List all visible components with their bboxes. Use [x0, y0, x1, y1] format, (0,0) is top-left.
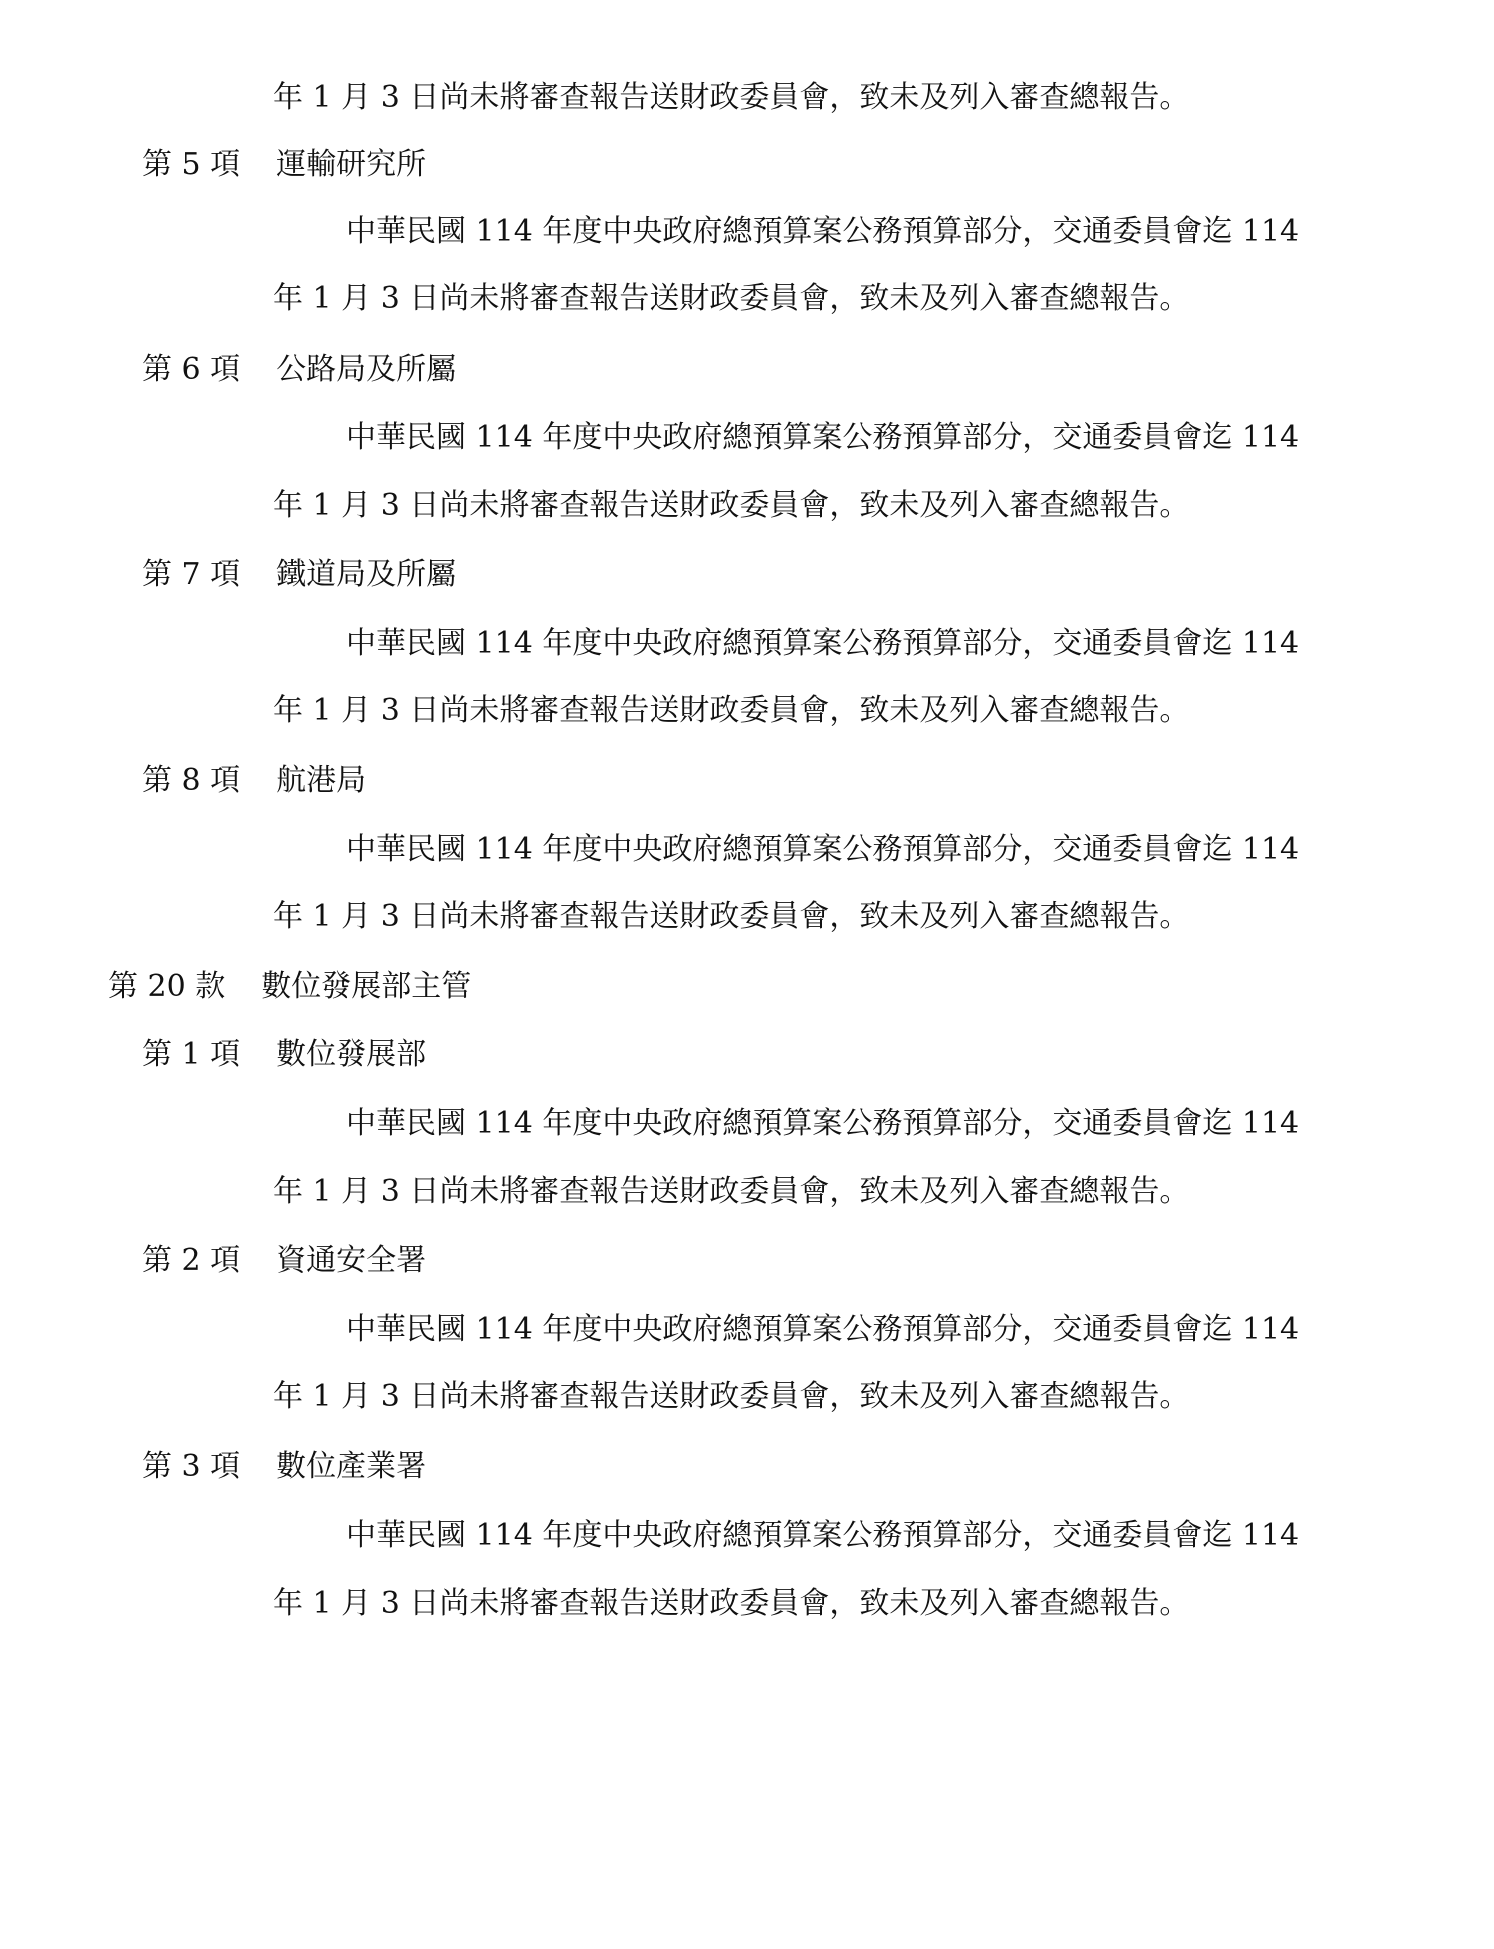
item-number: 第 2 項	[142, 1243, 241, 1278]
item-title: 鐵道局及所屬	[276, 557, 457, 592]
item-heading	[142, 1447, 426, 1487]
section-title: 數位發展部主管	[261, 969, 472, 1004]
paragraph-continuation: 年 1 月 3 日尚未將審查報告送財政委員會，致未及列入審查總報告。	[273, 1379, 1190, 1414]
item-heading	[142, 145, 426, 185]
item-number: 第 7 項	[142, 557, 241, 592]
paragraph-first-line: 中華民國 114 年度中央政府總預算案公務預算部分，交通委員會迄 114	[346, 1106, 1300, 1141]
section-heading	[108, 967, 471, 1007]
item-heading	[142, 1241, 426, 1281]
paragraph-first-line: 中華民國 114 年度中央政府總預算案公務預算部分，交通委員會迄 114	[346, 1518, 1300, 1553]
paragraph-continuation: 年 1 月 3 日尚未將審查報告送財政委員會，致未及列入審查總報告。	[273, 488, 1190, 523]
paragraph-continuation: 年 1 月 3 日尚未將審查報告送財政委員會，致未及列入審查總報告。	[273, 899, 1190, 934]
item-heading	[142, 1035, 426, 1075]
item-title: 航港局	[276, 763, 367, 798]
paragraph-first-line: 中華民國 114 年度中央政府總預算案公務預算部分，交通委員會迄 114	[346, 626, 1300, 661]
item-number: 第 6 項	[142, 352, 241, 387]
paragraph-first-line: 中華民國 114 年度中央政府總預算案公務預算部分，交通委員會迄 114	[346, 420, 1300, 455]
item-title: 資通安全署	[276, 1243, 427, 1278]
item-number: 第 3 項	[142, 1449, 241, 1484]
item-title: 數位產業署	[276, 1449, 427, 1484]
paragraph-continuation: 年 1 月 3 日尚未將審查報告送財政委員會，致未及列入審查總報告。	[273, 693, 1190, 728]
item-title: 數位發展部	[276, 1037, 427, 1072]
paragraph-first-line: 中華民國 114 年度中央政府總預算案公務預算部分，交通委員會迄 114	[346, 832, 1300, 867]
paragraph-continuation: 年 1 月 3 日尚未將審查報告送財政委員會，致未及列入審查總報告。	[273, 1586, 1190, 1621]
item-heading	[142, 761, 366, 801]
paragraph-continuation: 年 1 月 3 日尚未將審查報告送財政委員會，致未及列入審查總報告。	[273, 281, 1190, 316]
item-title: 運輸研究所	[276, 147, 427, 182]
item-number: 第 1 項	[142, 1037, 241, 1072]
item-number: 第 8 項	[142, 763, 241, 798]
paragraph-first-line: 中華民國 114 年度中央政府總預算案公務預算部分，交通委員會迄 114	[346, 214, 1300, 249]
item-number: 第 5 項	[142, 147, 241, 182]
section-number: 第 20 款	[108, 969, 226, 1004]
paragraph-first-line: 中華民國 114 年度中央政府總預算案公務預算部分，交通委員會迄 114	[346, 1312, 1300, 1347]
paragraph-continuation: 年 1 月 3 日尚未將審查報告送財政委員會，致未及列入審查總報告。	[273, 80, 1190, 115]
item-heading	[142, 350, 456, 390]
paragraph-continuation: 年 1 月 3 日尚未將審查報告送財政委員會，致未及列入審查總報告。	[273, 1174, 1190, 1209]
item-heading	[142, 555, 456, 595]
item-title: 公路局及所屬	[276, 352, 457, 387]
